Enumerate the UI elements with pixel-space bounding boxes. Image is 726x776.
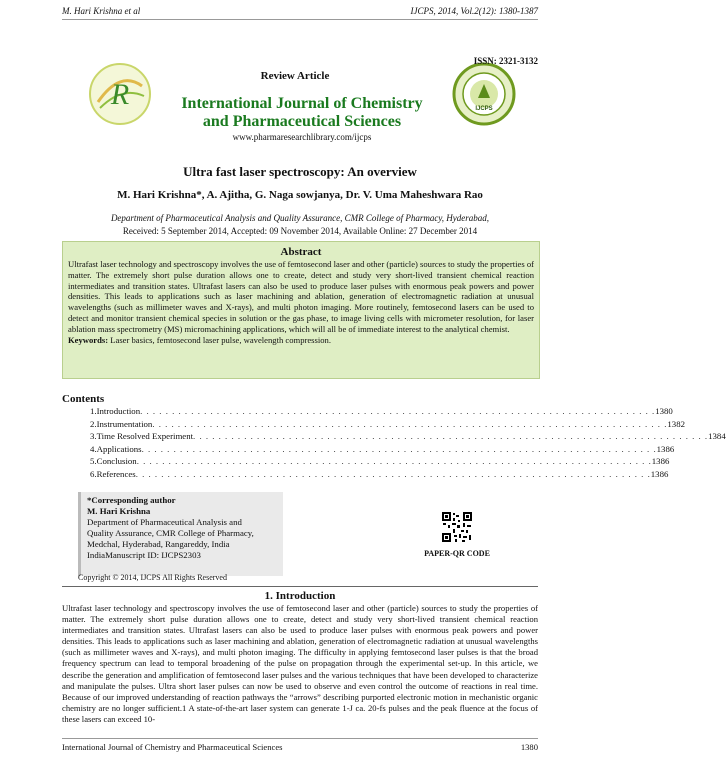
toc-page: 1384 — [708, 431, 726, 442]
toc-label: Conclusion — [96, 456, 137, 467]
journal-name: International Journal of Chemistry and Pharmaceutical Sciences — [181, 95, 423, 130]
toc-item[interactable] — [90, 468, 669, 481]
footer-divider — [62, 738, 538, 739]
toc-number: 5. — [90, 456, 97, 467]
toc-number: 4. — [90, 443, 97, 454]
toc-item[interactable] — [90, 405, 673, 418]
introduction-text: Ultrafast laser technology and spectroscopy involves the use of femtosecond laser and other (particle) sources to study the properties of matter. The extremely short pulse duration allows one to create, detect and study very short-lived transient chemical reaction intermediates and transition states. Ultrafast lasers can also be used to produce laser pulses with enormous peak powers and power densities. This leads to applications such as laser machining and ablation, generation of electromagnetic radiation at unusual wavelengths (such as millimeter waves and X-rays), and multi photon imaging. The difficulty in applying femtosecond laser pulses is that the broad frequency spectrum can lead to temporal broadening of the pulse on propagation through the experimental set-up. In this article, we describe the generation and amplification of femtosecond laser pulses and the various techniques that have been developed to characterize and manipulate the pulses. Ultra short laser pulses can now be used to observe and even control the outcome of reactions in real time. Because of our improved understanding of reaction pathways the “arrows” describing purported electronic motion in mechanistic organic chemistry are no longer sufficient.1 A state-of-the-art laser system can generate 1-J ca. 20-fs pulses and the peak fluence at the focus of these lasers can exceed 10- — [62, 603, 538, 724]
corresponding-line: Department of Pharmaceutical Analysis and — [87, 517, 242, 527]
corresponding-heading: *Corresponding author — [87, 495, 176, 505]
toc-label: Introduction — [96, 406, 141, 416]
issn: ISSN: 2321-3132 — [473, 56, 538, 66]
corresponding-author-box — [78, 492, 283, 576]
header-divider — [62, 19, 538, 20]
toc-leader: . . . . . . . . . . . . . . . . . . . . . . . . . . . . . . . . . . . . . . . . . . . . . . . . . . . . . . . . . . . . . . . . . . . . . . . . . . . . . . . . . — [136, 456, 652, 467]
toc-page: 1380 — [655, 406, 673, 416]
toc-page: 1382 — [667, 418, 685, 429]
corresponding-name: M. Hari Krishna — [87, 506, 151, 516]
affiliation — [62, 213, 538, 223]
toc-leader: . . . . . . . . . . . . . . . . . . . . . . . . . . . . . . . . . . . . . . . . . . . . . . . . . . . . . . . . . . . . . . . . . . . . . . . . . . . . . . . . . — [152, 418, 668, 429]
toc-number: 6. — [90, 468, 97, 479]
affiliation-college: CMR College of Pharmacy, Hyderabad, — [342, 213, 490, 223]
toc-item[interactable] — [90, 430, 726, 443]
toc-page: 1386 — [650, 468, 669, 479]
abstract-box — [62, 241, 540, 379]
paper-title: Ultra fast laser spectroscopy: An overview — [183, 164, 417, 179]
copyright: Copyright © 2014, IJCPS All Rights Reserved — [78, 573, 227, 582]
keywords-label: Keywords: — [68, 334, 109, 345]
toc-item[interactable] — [90, 418, 685, 431]
toc-leader: . . . . . . . . . . . . . . . . . . . . . . . . . . . . . . . . . . . . . . . . . . . . . . . . . . . . . . . . . . . . . . . . . . . . . . . . . . . . . . . . . — [140, 406, 656, 416]
toc-item[interactable] — [90, 455, 670, 468]
running-header-left: M. Hari Krishna et al — [62, 6, 141, 16]
toc-number: 2. — [90, 418, 97, 429]
abstract-text: Ultrafast laser technology and spectroscopy involves the use of femtosecond laser and other (particle) sources to study the properties of matter. The extremely short pulse duration allows one to create, detect and study very short-lived transient chemical reaction intermediates and transition states. Ultrafast lasers can also be used to produce laser pulses with enormous peak powers and power densities. This leads to applications such as laser machining and ablation, generation of electromagnetic radiation at unusual wavelengths (such as millimeter waves and X-rays), and multi photon imaging. More routinely, femtosecond lasers can be used to detect and monitor transient chemical species in solution or the gas phase, to image living cells with micrometer resolution, for laser ablation mass spectrometry (MS) micromachining applications, which will all be of immediate interest to the analytical chemist. — [68, 259, 534, 334]
qr-code-label: PAPER-QR CODE — [424, 549, 490, 558]
footer-page-number: 1380 — [520, 742, 538, 752]
toc-leader: . . . . . . . . . . . . . . . . . . . . . . . . . . . . . . . . . . . . . . . . . . . . . . . . . . . . . . . . . . . . . . . . . . . . . . . . . . . . . . . . . — [135, 468, 651, 479]
seal-text: IJCPS — [475, 106, 493, 112]
toc-page: 1386 — [656, 443, 675, 454]
toc-leader: . . . . . . . . . . . . . . . . . . . . . . . . . . . . . . . . . . . . . . . . . . . . . . . . . . . . . . . . . . . . . . . . . . . . . . . . . . . . . . . . . — [193, 431, 709, 442]
toc-number: 3. — [90, 431, 97, 442]
corresponding-line: Medchal, Hyderabad, Rangareddy, India — [87, 539, 230, 549]
toc-leader: . . . . . . . . . . . . . . . . . . . . . . . . . . . . . . . . . . . . . . . . . . . . . . . . . . . . . . . . . . . . . . . . . . . . . . . . . . . . . . . . . — [141, 443, 657, 454]
authors: M. Hari Krishna*, A. Ajitha, G. Naga sowjanya, Dr. V. Uma Maheshwara Rao — [117, 189, 483, 201]
toc-label: References — [96, 468, 136, 479]
section-divider — [62, 586, 538, 587]
affiliation-dept: Department of Pharmaceutical Analysis and Quality Assurance, — [110, 213, 343, 223]
toc-label: Time Resolved Experiment — [96, 431, 194, 442]
abstract-heading: Abstract — [280, 246, 322, 258]
toc-label: Instrumentation — [96, 418, 153, 429]
running-header-right: IJCPS, 2014, Vol.2(12): 1380-1387 — [410, 6, 538, 16]
journal-logo-left — [88, 62, 152, 131]
keywords-text: Laser basics, femtosecond laser pulse, wavelength compression. — [108, 334, 332, 345]
toc-number: 1. — [90, 406, 97, 416]
publication-dates: Received: 5 September 2014, Accepted: 09 November 2014, Available Online: 27 December 2014 — [122, 226, 478, 236]
journal-url[interactable]: www.pharmaresearchlibrary.com/ijcps — [232, 132, 372, 142]
qr-code-icon[interactable] — [441, 511, 473, 543]
toc-page: 1386 — [651, 456, 670, 467]
table-of-contents — [90, 405, 726, 481]
keywords — [68, 335, 534, 346]
footer-journal: International Journal of Chemistry and Pharmaceutical Sciences — [62, 742, 283, 752]
article-type: Review Article — [260, 70, 330, 82]
introduction-heading: 1. Introduction — [264, 590, 336, 602]
toc-item[interactable] — [90, 443, 675, 456]
contents-heading: Contents — [62, 393, 105, 405]
corresponding-line: IndiaManuscript ID: IJCPS2303 — [87, 550, 201, 560]
logo-letter: R — [110, 78, 130, 111]
corresponding-line: Quality Assurance, CMR College of Pharmacy, — [87, 528, 254, 538]
journal-seal-right — [452, 62, 516, 131]
toc-label: Applications — [96, 443, 142, 454]
